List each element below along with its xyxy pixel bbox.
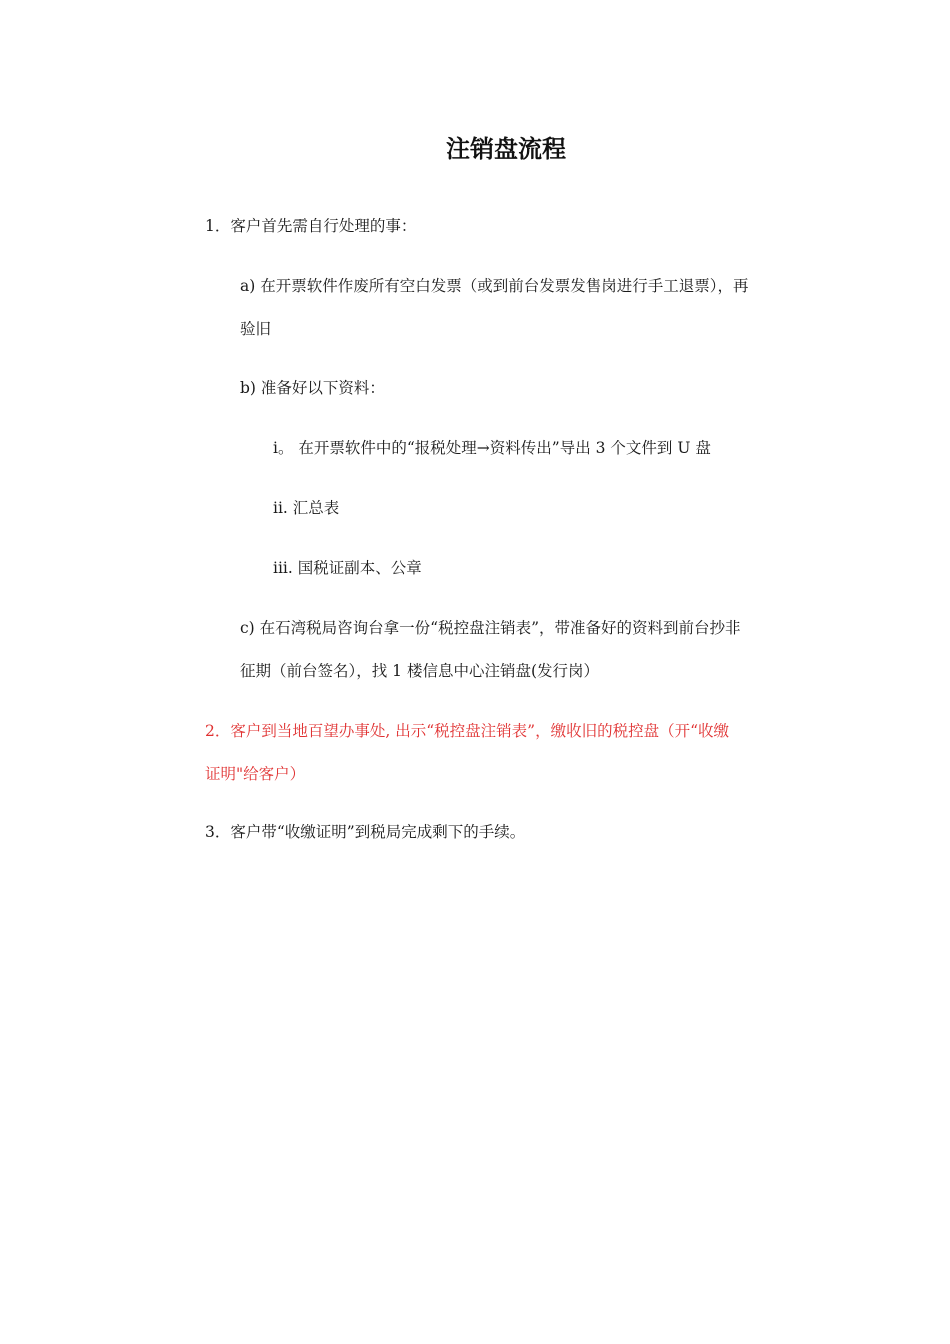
step-1a-line-2: 验旧 — [240, 320, 272, 338]
step-1b-i: i。 在开票软件中的“报税处理→资料传出”导出 3 个文件到 U 盘 — [273, 439, 711, 457]
step-1: 1．客户首先需自行处理的事： — [205, 217, 417, 235]
step-1b-iii: iii. 国税证副本、公章 — [273, 559, 422, 577]
step-1c-line-1: c) 在石湾税局咨询台拿一份“税控盘注销表”，带准备好的资料到前台抄非 — [240, 619, 741, 637]
step-2-line-2: 证明"给客户） — [205, 765, 306, 783]
step-1b-ii: ii. 汇总表 — [273, 499, 340, 517]
step-1c-line-2: 征期（前台签名），找 1 楼信息中心注销盘(发行岗） — [240, 662, 600, 680]
step-1a-line-1: a) 在开票软件作废所有空白发票（或到前台发票发售岗进行手工退票），再 — [240, 277, 749, 295]
document-title: 注销盘流程 — [446, 134, 566, 163]
step-1b: b) 准备好以下资料： — [240, 379, 385, 397]
step-2-line-1: 2．客户到当地百望办事处, 出示“税控盘注销表”，缴收旧的税控盘（开“收缴 — [205, 722, 729, 740]
step-3: 3．客户带“收缴证明”到税局完成剩下的手续。 — [205, 823, 526, 841]
